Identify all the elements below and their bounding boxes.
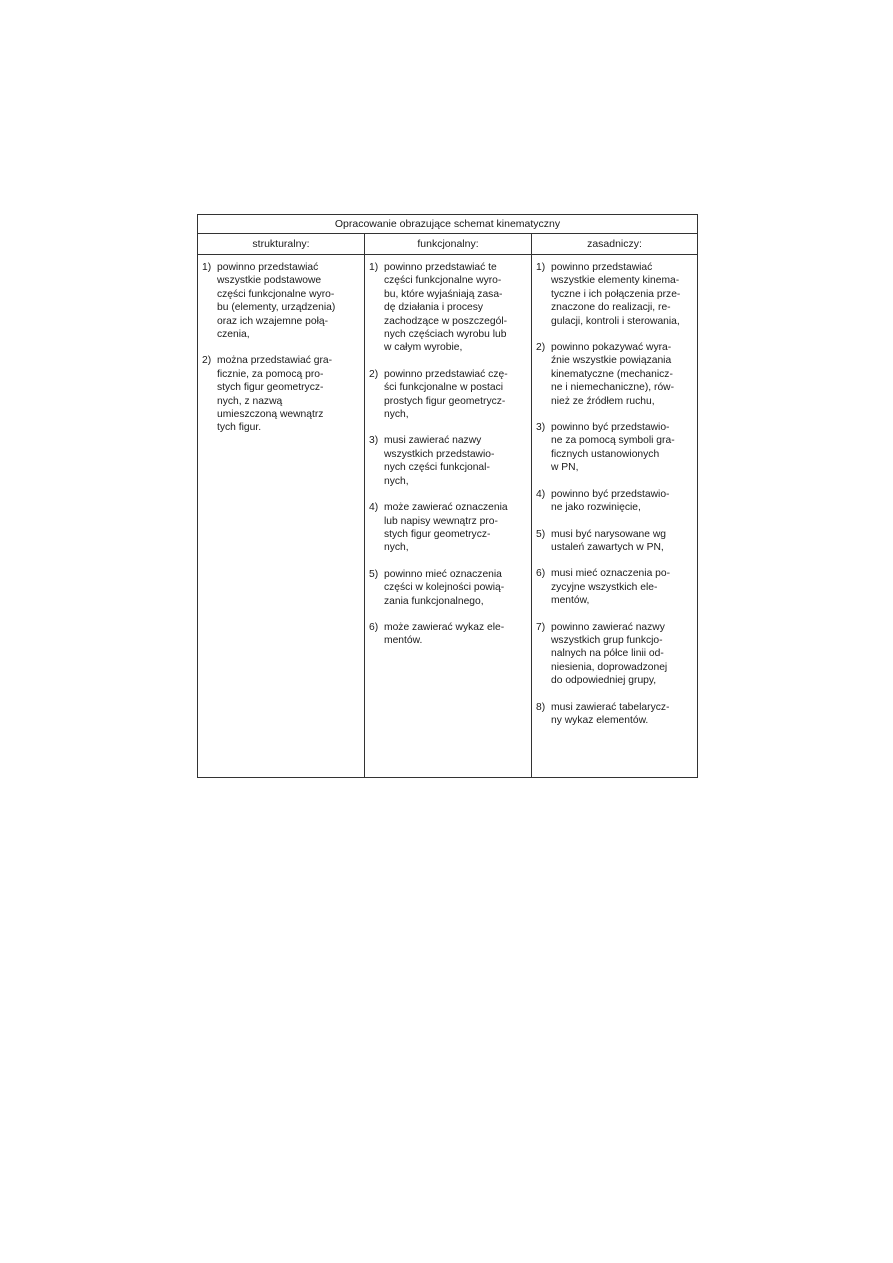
list-item [202, 261, 360, 341]
list-item [369, 501, 527, 555]
list-item [536, 567, 693, 607]
item-number: 2) [202, 355, 212, 367]
item-number: 3) [536, 422, 546, 434]
list-item [536, 528, 693, 555]
item-number: 2) [536, 342, 546, 354]
item-text: może zawierać oznaczenia lub napisy wewnątrz pro- stych figur geometrycz- nych, [384, 502, 508, 554]
header-functional: funkcjonalny: [364, 234, 531, 254]
item-text: musi zawierać nazwy wszystkich przedstawio- nych części funkcjonal- nych, [384, 435, 495, 487]
column-functional [364, 255, 531, 777]
item-text: może zawierać wykaz ele- mentów. [384, 621, 505, 647]
list-item [536, 621, 693, 688]
item-text: powinno pokazywać wyra- źnie wszystkie powiązania kinematyczne (mechanicz- ne i niemechaniczne), rów- nież ze źródłem ruchu, [551, 342, 675, 407]
table-body-row [198, 255, 697, 777]
item-number: 8) [536, 701, 546, 713]
list-item [369, 434, 527, 488]
kinematic-scheme-table [197, 214, 698, 778]
header-principal: zasadniczy: [531, 234, 697, 254]
table-header-row [198, 234, 697, 255]
item-text: powinno przedstawiać czę- ści funkcjonalne w postaci prostych figur geometrycz- nych, [384, 368, 508, 421]
item-number: 4) [369, 502, 379, 514]
item-number: 1) [369, 262, 379, 273]
item-text: musi być narysowane wg ustaleń zawartych w PN, [551, 528, 667, 553]
list-item [536, 701, 693, 728]
item-text: powinno być przedstawio- ne jako rozwinięcie, [551, 488, 670, 514]
item-number: 6) [536, 568, 546, 580]
column-structural [198, 255, 364, 777]
list-item [369, 568, 527, 608]
item-text: powinno mieć oznaczenia części w kolejności powią- zania funkcjonalnego, [384, 568, 505, 607]
list-item [369, 368, 527, 422]
item-text: można przedstawiać gra- ficznie, za pomocą pro- stych figur geometrycz- nych, z nazwą umieszczoną wewnątrz tych figur. [217, 355, 333, 434]
item-number: 1) [202, 262, 212, 273]
item-text: powinno być przedstawio- ne za pomocą symboli gra- ficznych ustanowionych w PN, [551, 422, 675, 474]
list-item [202, 354, 360, 434]
item-number: 6) [369, 621, 379, 633]
table-caption: Opracowanie obrazujące schemat kinematyczny [198, 215, 697, 234]
item-number: 1) [536, 262, 546, 273]
item-number: 5) [536, 528, 546, 540]
list-item [369, 621, 527, 648]
item-text: musi zawierać tabelarycz- ny wykaz elementów. [551, 701, 670, 726]
list-item [536, 488, 693, 515]
item-number: 3) [369, 435, 379, 447]
item-text: powinno przedstawiać te części funkcjonalne wyro- bu, które wyjaśniają zasa- dę działania i procesy zachodzące w poszczegól- nych częściach wyrobu lub w całym wyrobie, [384, 262, 508, 354]
item-text: powinno przedstawiać wszystkie podstawowe części funkcjonalne wyro- bu (elementy, urządzenia) oraz ich wzajemne połą- czenia, [217, 262, 336, 341]
item-number: 4) [536, 488, 546, 500]
list-item [536, 341, 693, 408]
item-number: 2) [369, 368, 379, 380]
list-item [536, 421, 693, 475]
item-number: 5) [369, 568, 379, 580]
item-number: 7) [536, 621, 546, 633]
list-item [536, 261, 693, 328]
item-text: musi mieć oznaczenia po- zycyjne wszystkich ele- mentów, [551, 568, 671, 607]
item-text: powinno przedstawiać wszystkie elementy kinema- tyczne i ich połączenia prze- znaczone do realizacji, re- gulacji, kontroli i sterowania, [551, 262, 681, 327]
list-item [369, 261, 527, 355]
item-text: powinno zawierać nazwy wszystkich grup funkcjo- nalnych na półce linii od- niesienia, doprowadzonej do odpowiedniej grupy, [551, 621, 668, 687]
column-principal [531, 255, 697, 777]
header-structural: strukturalny: [252, 238, 310, 250]
